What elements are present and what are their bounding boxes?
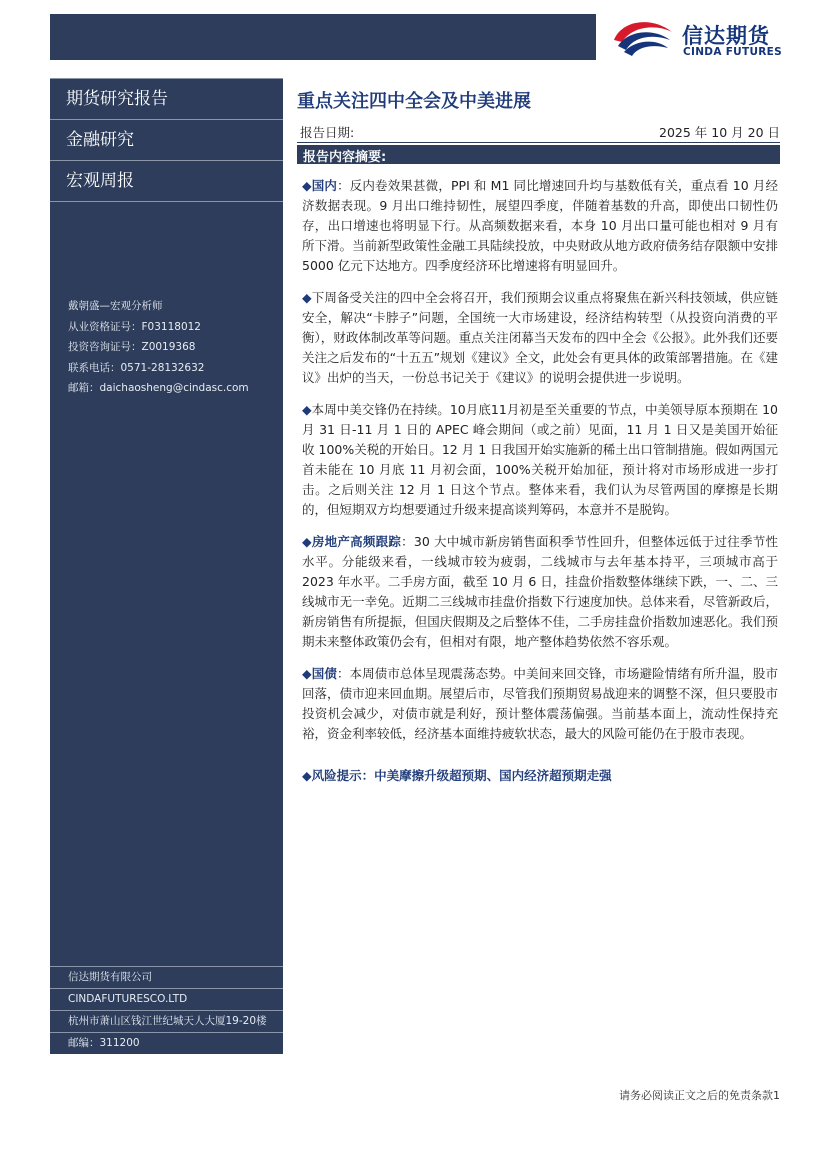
paragraph-lead: ◆国债 xyxy=(302,666,337,681)
report-date-value: 2025 年 10 月 20 日 xyxy=(659,125,780,140)
report-title: 重点关注四中全会及中美进展 xyxy=(297,91,531,112)
cinda-logo xyxy=(612,14,802,62)
paragraph-text: 下周备受关注的四中全会将召开，我们预期会议重点将聚焦在新兴科技领域，供应链安全，解决“卡脖子”问题，全国统一大市场建设，经济结构转型（从投资向消费的平衡），财政体制改革等问题。重点关注闭幕当天发布的四中全会《公报》。此外我们还要关注之后发布的“十五五”规划《建议》全文，此处会有更具体的政策部署措施。在《建议》出炉的当天，一份总书记关于《建议》的说明会提供进一步说明。 xyxy=(302,290,778,385)
logo-text-en: CINDA FUTURES xyxy=(683,46,783,58)
summary-title: 报告内容摘要: xyxy=(303,150,387,165)
paragraph-plenum xyxy=(302,288,778,388)
cinda-logo-mark-icon xyxy=(612,18,674,58)
company-postcode: 邮编：311200 xyxy=(50,1032,283,1054)
paragraph-text: ：30 大中城市新房销售面积季节性回升，但整体远低于过往季节性水平。分能级来看，一线城市较为疲弱，二线城市与去年基本持平，三项城市高于 2023 年水平。二手房方面，截至 10 月 6 日，挂盘价指数整体继续下跌，一、二、三线城市无一幸免。近期二三线城市挂盘价指数下行速度加快。总体来看，尽管新政后，新房销售有所提振，但国庆假期及之后整体不佳，二手房挂盘价指数加速恶化。我们预期未来整体政策仍会有，但相对有限，地产整体趋势依然不容乐观。 xyxy=(302,534,778,649)
analyst-info xyxy=(68,296,249,399)
sidebar-item-category: 金融研究 xyxy=(50,120,283,161)
company-name: 信达期货有限公司 xyxy=(50,966,283,988)
paragraph-bonds xyxy=(302,664,778,744)
paragraph-lead: ◆ xyxy=(302,402,312,417)
sidebar-item-report-type: 期货研究报告 xyxy=(50,78,283,120)
analyst-email: 邮箱：daichaosheng@cindasc.com xyxy=(68,382,249,394)
risk-warning: ◆风险提示：中美摩擦升级超预期、国内经济超预期走强 xyxy=(302,768,612,783)
analyst-phone: 联系电话：0571-28132632 xyxy=(68,361,205,374)
analyst-consulting-id: 投资咨询证号：Z0019368 xyxy=(68,341,196,353)
top-banner xyxy=(50,14,596,60)
paragraph-lead: ◆房地产高频跟踪 xyxy=(302,534,402,549)
sidebar xyxy=(50,78,283,1054)
analyst-qualification: 从业资格证号：F03118012 xyxy=(68,320,201,333)
paragraph-real-estate xyxy=(302,532,778,652)
company-address: 杭州市萧山区钱江世纪城天人大厦19-20楼 xyxy=(50,1010,283,1032)
company-info xyxy=(50,966,283,1054)
paragraph-lead: ◆国内 xyxy=(302,178,338,193)
paragraph-domestic xyxy=(302,176,778,276)
sidebar-item-subcategory: 宏观周报 xyxy=(50,161,283,202)
summary-header xyxy=(297,145,780,164)
footer-disclaimer: 请务必阅读正文之后的免责条款1 xyxy=(619,1089,780,1102)
paragraph-text: ：本周债市总体呈现震荡态势。中美间来回交锋，市场避险情绪有所升温，股市回落，债市迎来回血期。展望后市，尽管我们预期贸易战迎来的调整不深，但只要股市投资机会减少，对债市就是利好，预计整体震荡偏强。当前基本面上，流动性保持充裕，资金利率较低，经济基本面维持疲软状态，最大的风险可能仍在于股市表现。 xyxy=(302,666,778,741)
analyst-name: 戴朝盛—宏观分析师 xyxy=(68,300,163,312)
paragraph-lead: ◆ xyxy=(302,290,312,305)
divider xyxy=(297,142,780,143)
paragraph-text: 本周中美交锋仍在持续。10月底11月初是至关重要的节点，中美领导原本预期在 10 月 31 日-11 月 1 日的 APEC 峰会期间（或之前）见面，11 月 1 日又是美国开始征收 100%关税的开始日。12 月 1 日我国开始实施新的稀土出口管制措施。假如两国元首未能在 10 月底 11 月初会面，100%关税开始加征，预计将对市场形成进一步打击。之后则关注 12 月 1 日这个节点。整体来看，我们认为尽管两国的摩擦是长期的，但短期双方均想要通过升级来提高谈判筹码，本意并不是脱钩。 xyxy=(302,402,778,517)
report-date-label: 报告日期: xyxy=(300,125,355,140)
logo-text-cn: 信达期货 xyxy=(682,24,770,48)
paragraph-text: ：反内卷效果甚微，PPI 和 M1 同比增速回升均与基数低有关，重点看 10 月经济数据表现。9 月出口维持韧性，展望四季度，伴随着基数的升高，即使出口韧性仍存，出口增速也将明显下行。从高频数据来看，本身 10 月出口量可能也相对 9 月有所下滑。当前新型政策性金融工具陆续投放，中央财政从地方政府债务结存限额中安排 5000 亿元下达地方。四季度经济环比增速将有明显回升。 xyxy=(302,178,778,273)
report-body xyxy=(302,176,778,786)
company-name-en: CINDAFUTURESCO.LTD xyxy=(50,988,283,1010)
paragraph-us-china xyxy=(302,400,778,520)
